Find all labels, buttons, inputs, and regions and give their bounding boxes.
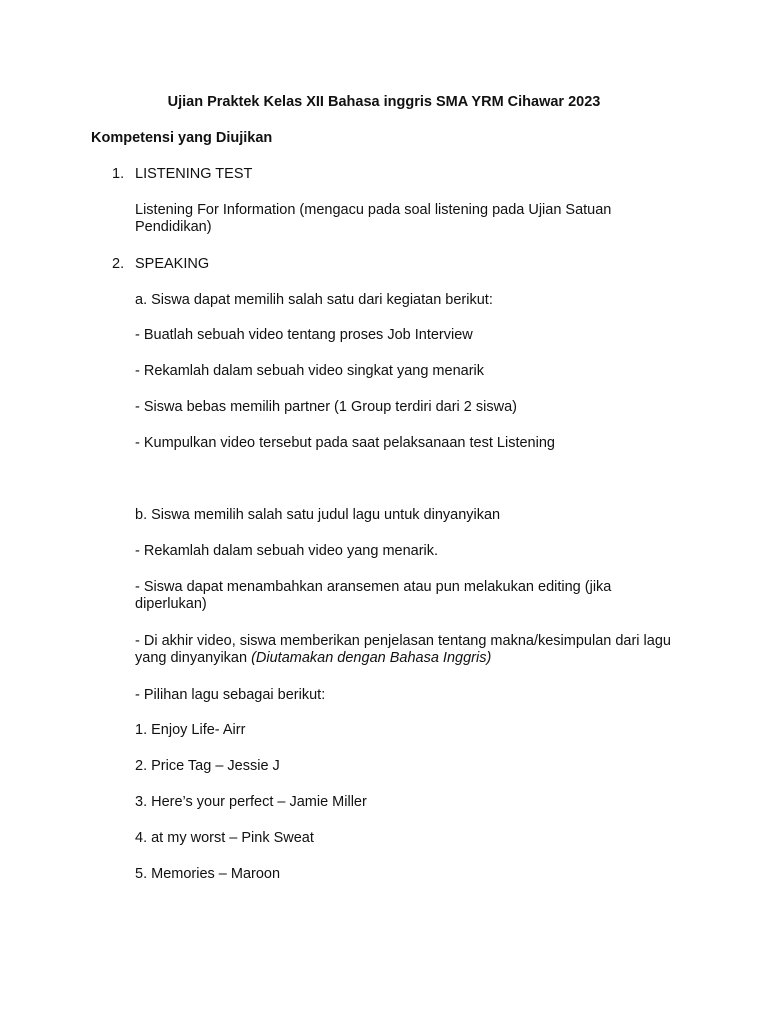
song-item: 3. Here’s your perfect – Jamie Miller xyxy=(135,794,367,810)
part-a-intro: a. Siswa dapat memilih salah satu dari kegiatan berikut: xyxy=(135,292,493,308)
part-b-explain-text: - Di akhir video, siswa memberikan penjelasan tentang makna/kesimpulan dari lagu yang dinyanyikan xyxy=(135,633,671,666)
part-a-item: - Siswa bebas memilih partner (1 Group terdiri dari 2 siswa) xyxy=(135,399,517,415)
song-item: 4. at my worst – Pink Sweat xyxy=(135,830,314,846)
song-item: 1. Enjoy Life- Airr xyxy=(135,722,246,738)
part-b-explain-note: (Diutamakan dengan Bahasa Inggris) xyxy=(251,650,492,666)
part-b-intro: b. Siswa memilih salah satu judul lagu untuk dinyanyikan xyxy=(135,507,501,523)
part-b-item: - Siswa dapat menambahkan aransemen atau pun melakukan editing (jika diperlukan) xyxy=(135,579,612,612)
songs-intro: - Pilihan lagu sebagai berikut: xyxy=(135,687,326,703)
section-1-heading: LISTENING TEST xyxy=(135,166,253,182)
section-2-heading: SPEAKING xyxy=(135,256,210,272)
section-2-number: 2. xyxy=(112,256,125,272)
section-1-number: 1. xyxy=(112,166,125,182)
part-b-item: - Rekamlah dalam sebuah video yang menarik. xyxy=(135,543,439,559)
section-1-text: Listening For Information (mengacu pada soal listening pada Ujian Satuan Pendidikan) xyxy=(135,202,612,235)
part-b-explain xyxy=(135,633,675,667)
part-a-item: - Rekamlah dalam sebuah video singkat yang menarik xyxy=(135,363,484,379)
part-a-item: - Kumpulkan video tersebut pada saat pelaksanaan test Listening xyxy=(135,435,555,451)
document-title: Ujian Praktek Kelas XII Bahasa inggris SMA YRM Cihawar 2023 xyxy=(167,94,601,110)
part-a-item: - Buatlah sebuah video tentang proses Job Interview xyxy=(135,327,473,343)
song-item: 2. Price Tag – Jessie J xyxy=(135,758,280,774)
document-subtitle: Kompetensi yang Diujikan xyxy=(91,130,273,146)
song-item: 5. Memories – Maroon xyxy=(135,866,281,882)
